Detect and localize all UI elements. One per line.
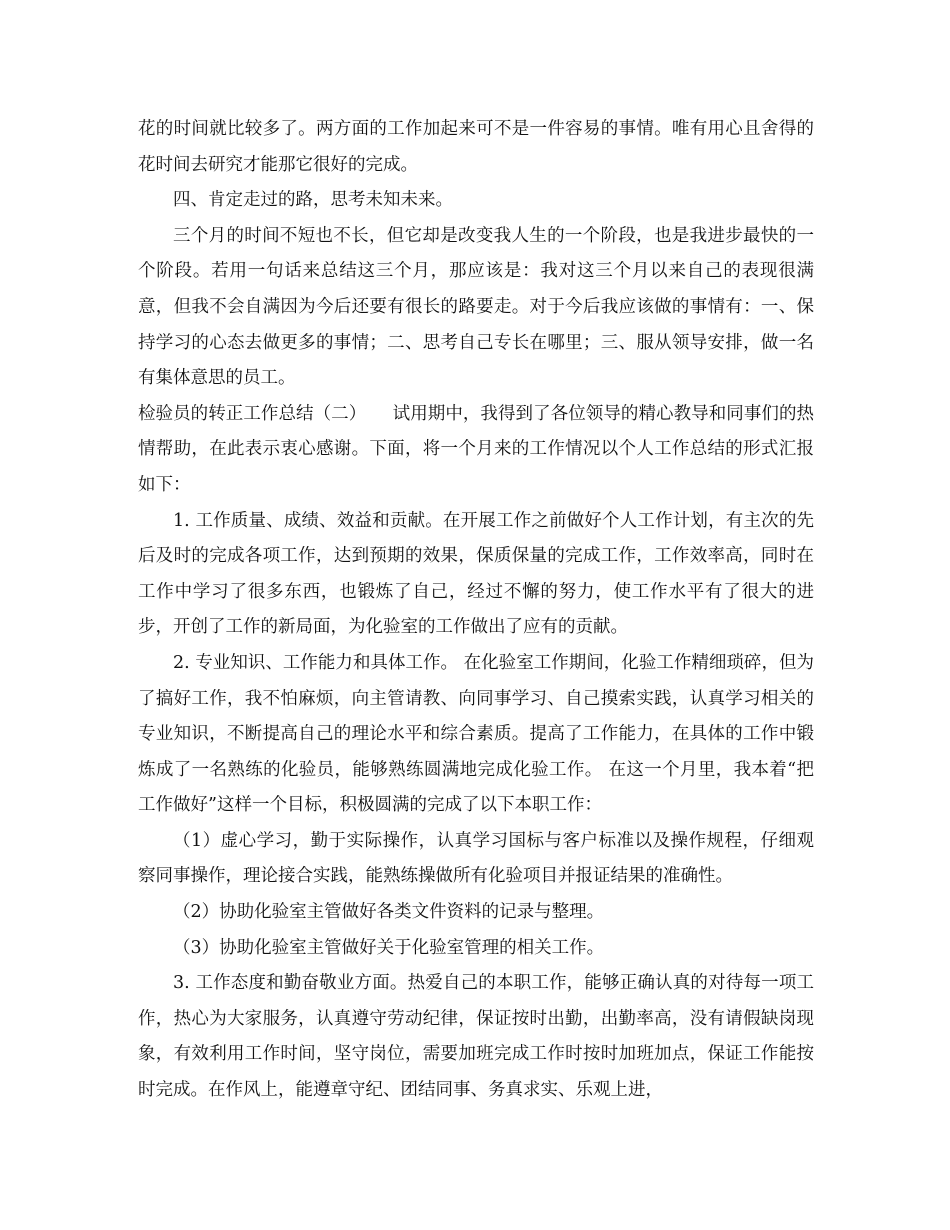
- paragraph-continuation: 花的时间就比较多了。两方面的工作加起来可不是一件容易的事情。唯有用心且舍得的花时间去研究才能那它很好的完成。: [138, 119, 814, 175]
- paragraph-subitem-1: （1）虚心学习，勤于实际操作，认真学习国标与客户标准以及操作规程，仔细观察同事操作，理论接合实践，能熟练操做所有化验项目并报证结果的准确性。: [138, 830, 814, 887]
- paragraph-item-1: 1. 工作质量、成绩、效益和贡献。在开展工作之前做好个人工作计划，有主次的先后及时的完成各项工作，达到预期的效果，保质保量的完成工作，工作效率高，同时在工作中学习了很多东西，也锻炼了自己，经过不懈的努力，使工作水平有了很大的进步，开创了工作的新局面，为化验室的工作做出了应有的贡献。: [138, 510, 814, 638]
- document-body: [138, 112, 814, 1109]
- paragraph-subitem-3: （3）协助化验室主管做好关于化验室管理的相关工作。: [173, 937, 605, 958]
- paragraph-subitem-2: （2）协助化验室主管做好各类文件资料的记录与整理。: [173, 902, 605, 923]
- paragraph-item-3: 3. 工作态度和勤奋敬业方面。热爱自己的本职工作，能够正确认真的对待每一项工作，热心为大家服务，认真遵守劳动纪律，保证按时出勤，出勤率高，没有请假缺岗现象，有效利用工作时间，坚守岗位，需要加班完成工作时按时加班加点，保证工作能按时完成。在作风上，能遵章守纪、团结同事、务真求实、乐观上进，: [138, 973, 814, 1101]
- section-heading-four: 四、肯定走过的路，思考未知未来。: [173, 190, 453, 211]
- paragraph-three-months: 三个月的时间不短也不长，但它却是改变我人生的一个阶段，也是我进步最快的一个阶段。若用一句话来总结这三个月，那应该是：我对这三个月以来自己的表现很满意，但我不会自满因为今后还要有很长的路要走。对于今后我应该做的事情有：一、保持学习的心态去做更多的事情；二、思考自己专长在哪里；三、服从领导安排，做一名有集体意思的员工。: [138, 225, 814, 389]
- section-title-inspector-summary: 检验员的转正工作总结（二） 试用期中，我得到了各位领导的精心教导和同事们的热情帮助，在此表示衷心感谢。下面，将一个月来的工作情况以个人工作总结的形式汇报如下：: [138, 403, 814, 495]
- paragraph-item-2: 2. 专业知识、工作能力和具体工作。 在化验室工作期间，化验工作精细琐碎，但为了搞好工作，我不怕麻烦，向主管请教、向同事学习、自己摸索实践，认真学习相关的专业知识，不断提高自己的理论水平和综合素质。提高了工作能力，在具体的工作中锻炼成了一名熟练的化验员，能够熟练圆满地完成化验工作。 在这一个月里，我本着“把工作做好”这样一个目标，积极圆满的完成了以下本职工作：: [138, 652, 814, 816]
